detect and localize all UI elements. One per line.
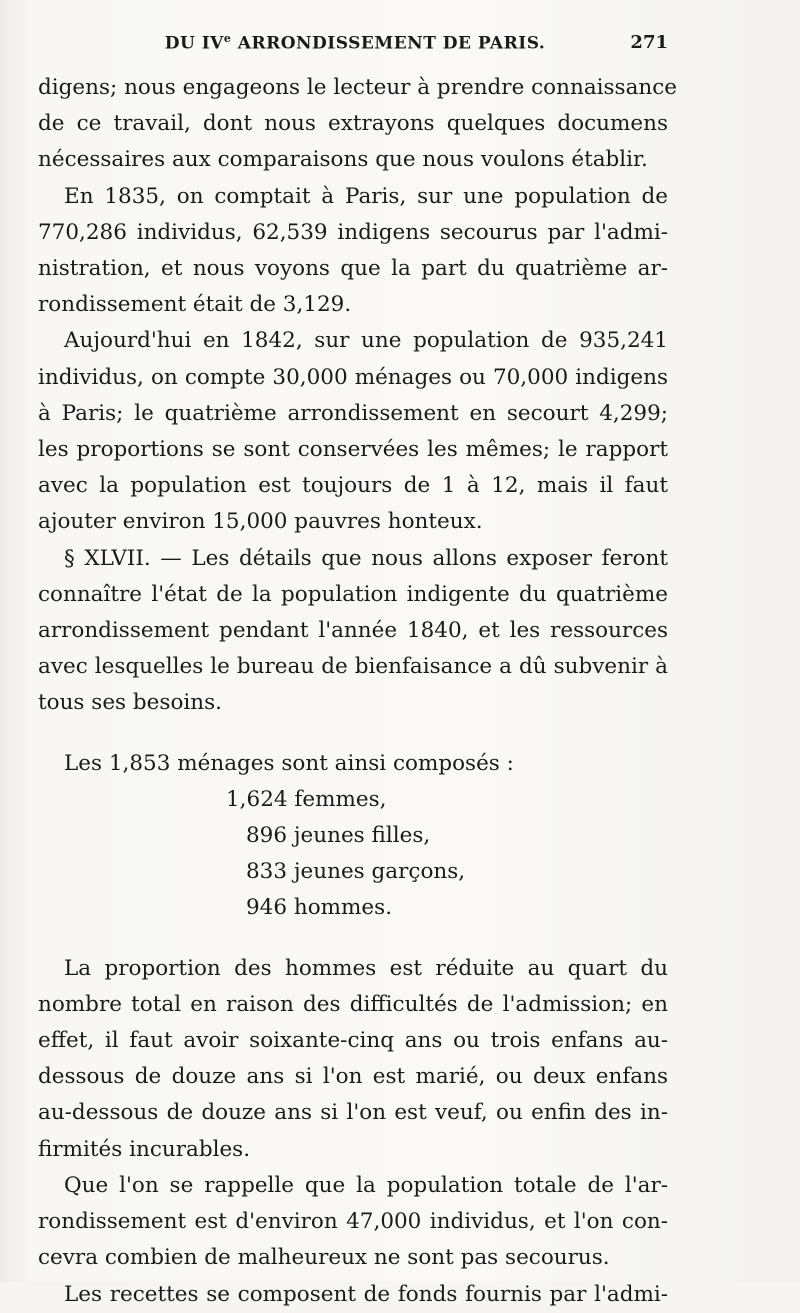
paragraph-6 [38, 1168, 668, 1277]
text-line: Que l'on se rappelle que la population totale de l'ar- [64, 1172, 668, 1198]
text-line: arrondissement pendant l'année 1840, et les ressources [38, 618, 668, 644]
list-item: 1,624 femmes, [226, 786, 387, 812]
text-line: La proportion des hommes est réduite au quart du [64, 955, 668, 981]
text-line: à Paris; le quatrième arrondissement en secourt 4,299; [38, 400, 668, 426]
text-line: ajouter environ 15,000 pauvres honteux. [38, 509, 483, 535]
text-line: dessous de douze ans si l'on est marié, ou deux enfans [38, 1064, 668, 1090]
spacer [38, 722, 668, 746]
text-line: au-dessous de douze ans si l'on est veuf, ou enfin des in- [38, 1100, 668, 1126]
text-line: nécessaires aux comparaisons que nous voulons établir. [38, 147, 648, 173]
running-title: DU IVe ARRONDISSEMENT DE PARIS. [164, 32, 546, 54]
text-line: 770,286 individus, 62,539 indigens secourus par l'admi- [38, 219, 668, 245]
text-line: digens; nous engageons le lecteur à prendre connaissance [38, 75, 678, 100]
text-line: cevra combien de malheureux ne sont pas secourus. [38, 1245, 610, 1271]
spacer [38, 927, 668, 951]
section-heading-line: § XLVII. — Les détails que nous allons exposer feront [64, 545, 668, 571]
paragraph-4-section-xlvii [38, 541, 668, 722]
paragraph-2 [38, 179, 668, 324]
text-line: Aujourd'hui en 1842, sur une population de 935,241 [64, 328, 668, 354]
text-line: Les recettes se composent de fonds fournis par l'admi- [64, 1281, 668, 1307]
text-line: tous ses besoins. [38, 690, 222, 716]
text-line: nombre total en raison des difficultés de l'admission; en [38, 991, 668, 1017]
paragraph-1 [38, 70, 678, 179]
paragraph-5 [38, 951, 668, 1168]
text-line: effet, il faut avoir soixante-cinq ans ou trois enfans au- [38, 1028, 668, 1054]
list-item: 896 jeunes filles, [246, 823, 431, 849]
text-line: connaître l'état de la population indigente du quatrième [38, 581, 668, 607]
text-line: les proportions se sont conservées les mêmes; le rapport [38, 437, 668, 463]
list-item: 833 jeunes garçons, [246, 859, 466, 885]
text-line: nistration, et nous voyons que la part du quatrième ar- [38, 256, 668, 282]
page-body [38, 70, 678, 1313]
text-line: rondissement est d'environ 47,000 individus, et l'on con- [38, 1209, 668, 1235]
text-line: firmités incurables. [38, 1136, 251, 1162]
running-header [40, 32, 670, 62]
text-line: avec lesquelles le bureau de bienfaisance a dû subvenir à [38, 654, 668, 680]
text-line: avec la population est toujours de 1 à 12, mais il faut [38, 473, 668, 499]
text-line: de ce travail, dont nous extrayons quelques documens [38, 111, 668, 137]
paragraph-3 [38, 323, 668, 540]
text-line: rondissement était de 3,129. [38, 292, 352, 318]
household-list-intro [38, 746, 668, 782]
list-item: 946 hommes. [246, 895, 393, 921]
text-line: Les 1,853 ménages sont ainsi composés : [64, 750, 514, 776]
text-line: En 1835, on comptait à Paris, sur une population de [64, 183, 668, 209]
page-number: 271 [630, 32, 668, 53]
text-line: individus, on compte 30,000 ménages ou 70,000 indigens [38, 364, 668, 390]
household-list [38, 782, 668, 927]
